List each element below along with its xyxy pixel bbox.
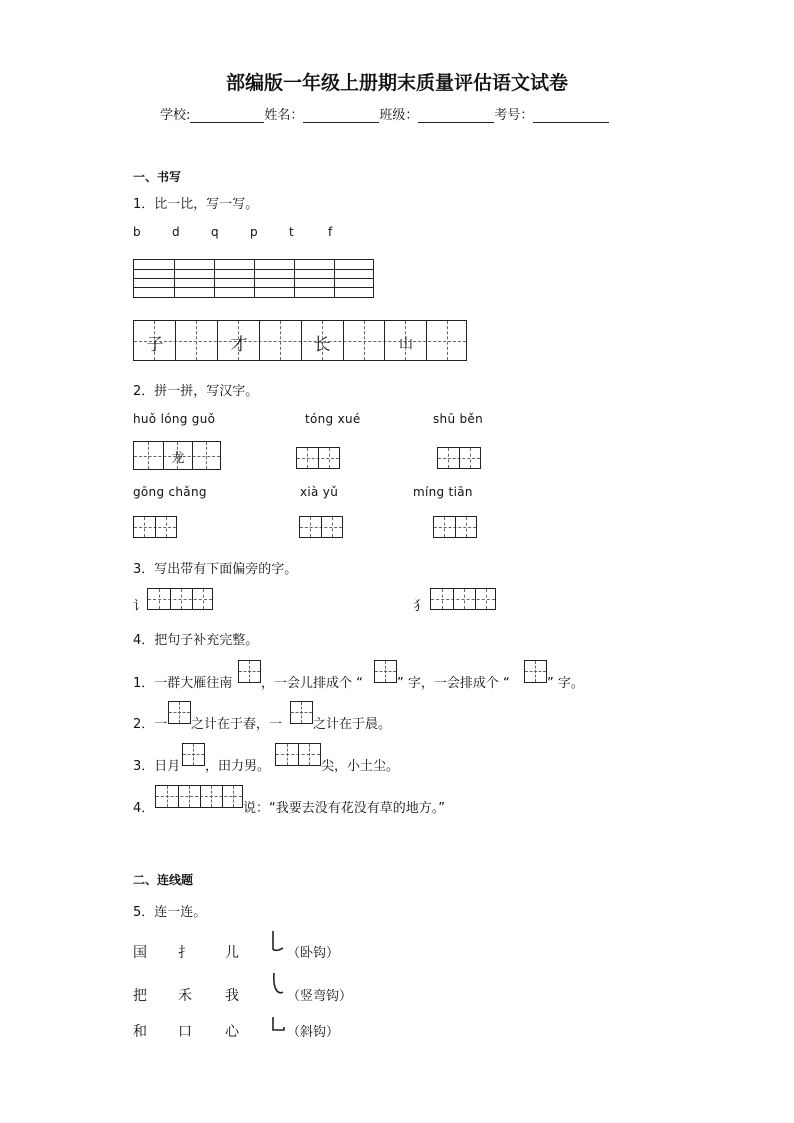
sentence-3-text-b: ，田力男。 [205,759,271,774]
student-info-line [160,104,609,123]
pinyin-mingtian: míng tiān [413,485,473,499]
radical-yan: 讠 [133,599,147,614]
letter-t: t [289,225,295,239]
stroke-shuwangou-icon [271,972,285,996]
match-char-shou[interactable]: 扌 [178,945,192,961]
answer-grid-gongchang[interactable] [133,516,177,538]
match-char-he[interactable]: 禾 [178,988,192,1004]
match-char-guo[interactable]: 国 [133,945,147,961]
letter-q: q [211,225,219,239]
sentence-1-blank-3[interactable] [524,660,547,683]
name-label: 姓名： [264,108,304,123]
stroke-label-wogou[interactable]: （卧钩） [287,946,340,961]
answer-grid-huolongguo[interactable] [133,441,221,470]
character-writing-grid[interactable] [133,320,467,361]
sentence-2-blank-1[interactable] [168,701,191,724]
answer-grid-shuben[interactable] [437,447,481,469]
number-label: 考号： [494,108,534,123]
sentence-2-blank-2[interactable] [290,701,313,724]
sentence-1-text-d: ” 字。 [547,676,584,691]
sentence-1-text-b: ，一会儿排成个 “ [261,676,363,691]
stroke-xiegou-icon [271,1016,287,1034]
sentence-2-text-a: 2．一 [133,717,168,732]
sentence-2-text-b: 之计在于春，一 [191,717,283,732]
pinyin-shuben: shū běn [433,412,483,426]
sentence-1-blank-1[interactable] [238,660,261,683]
sentence-3-blank-1[interactable] [182,743,205,766]
name-blank[interactable] [303,108,379,123]
question-3-label: 3．写出带有下面偏旁的字。 [133,562,298,577]
sentence-3-blank-2[interactable] [275,743,321,766]
pinyin-xiayu: xià yǔ [300,485,339,499]
number-blank[interactable] [533,108,609,123]
school-label: 学校: [160,108,191,123]
answer-grid-radical-quan[interactable] [430,588,496,610]
question-2-label: 2．拼一拼，写汉字。 [133,384,259,399]
answer-grid-xiayu[interactable] [299,516,343,538]
answer-grid-tongxue[interactable] [296,447,340,469]
four-line-grid[interactable] [133,259,374,298]
radical-quan: 犭 [413,599,427,614]
class-label: 班级： [379,108,419,123]
char-cai: 才 [230,335,248,355]
pinyin-gongchang: gōng chǎng [133,485,207,499]
sentence-4-text: 说：“我要去没有花没有草的地方。” [243,801,445,816]
match-char-kou[interactable]: 口 [178,1024,192,1040]
sentence-2-text-c: 之计在于晨。 [313,717,392,732]
section-heading-matching: 二、连线题 [133,873,194,887]
stroke-label-shuwangou[interactable]: （竖弯钩） [287,989,353,1004]
sentence-1-text-c: ” 字，一会排成个 “ [397,676,510,691]
question-1-label: 1．比一比，写一写。 [133,197,259,212]
sentence-1-text-a: 1．一群大雁往南 [133,676,233,691]
sentence-1-blank-2[interactable] [374,660,397,683]
letter-f: f [328,225,333,239]
stroke-wogou-icon [271,930,285,952]
pinyin-huolongguo: huǒ lóng guǒ [133,412,216,426]
sentence-3-text-c: 尖，小土尘。 [321,759,400,774]
char-shan: 山 [399,336,413,352]
char-chang: 长 [313,335,331,355]
stroke-label-xiegou[interactable]: （斜钩） [287,1025,340,1040]
class-blank[interactable] [418,108,494,123]
letter-d: d [172,225,180,239]
question-4-label: 4．把句子补充完整。 [133,633,259,648]
sentence-4-blank[interactable] [155,785,243,808]
letter-p: p [250,225,258,239]
match-char-er[interactable]: 儿 [225,945,239,961]
page-title: 部编版一年级上册期末质量评估语文试卷 [225,72,568,94]
answer-grid-mingtian[interactable] [433,516,477,538]
match-char-he2[interactable]: 和 [133,1024,147,1040]
answer-grid-radical-yan[interactable] [147,588,213,610]
section-heading-writing: 一、书写 [133,170,182,184]
char-zi: 子 [146,335,164,355]
question-5-label: 5．连一连。 [133,905,207,920]
match-char-ba[interactable]: 把 [133,988,147,1004]
match-char-wo[interactable]: 我 [225,988,239,1004]
hint-char-long: 龙 [171,451,185,466]
sentence-4-number: 4． [133,801,155,816]
letter-b: b [133,225,141,239]
pinyin-tongxue: tóng xué [305,412,361,426]
match-char-xin[interactable]: 心 [225,1024,239,1040]
sentence-3-text-a: 3．日月 [133,759,181,774]
school-blank[interactable] [190,108,264,123]
